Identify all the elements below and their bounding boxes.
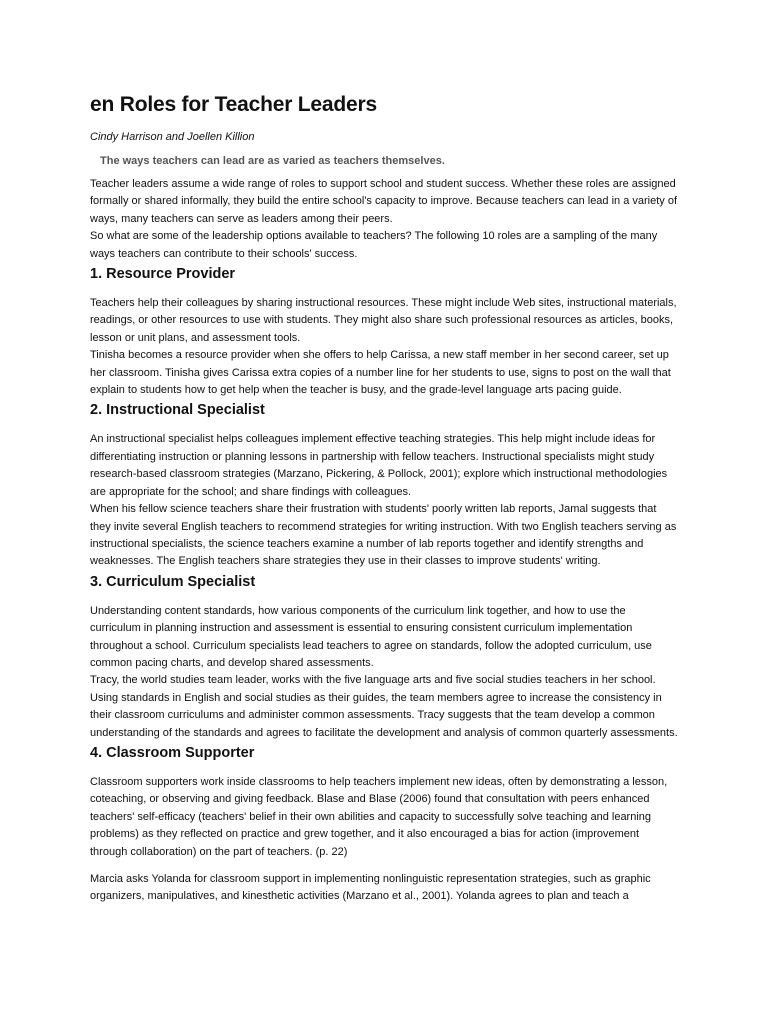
lede-text: The ways teachers can lead are as varied as teachers themselves.	[100, 155, 445, 167]
section-heading: 2. Instructional Specialist	[90, 402, 265, 419]
section-classroom-supporter	[90, 744, 678, 906]
page-title: en Roles for Teacher Leaders	[90, 93, 377, 116]
section-paragraph: Classroom supporters work inside classrooms to help teachers implement new ideas, often by demonstrating a lesson, coteaching, or observing and giving feedback. Blase and Blase (2006) found that consultation with peers enhanced teachers' self-efficacy (teachers' belief in their own abilities and capacity to successfully solve teaching and learning problems) as they reflected on practice and grew together, and it also encouraged a bias for action (improvement through collaboration) on the part of teachers. (p. 22)	[90, 775, 668, 858]
section-curriculum-specialist	[90, 573, 678, 742]
section-paragraph: Teachers help their colleagues by sharing instructional resources. These might include Web sites, instructional materials, readings, or other resources to use with students. They might also share such professional resources as articles, books, lesson or unit plans, and assessment tools.	[90, 297, 677, 344]
section-paragraph: Understanding content standards, how various components of the curriculum link together, and how to use the curriculum in planning instruction and assessment is essential to ensuring consistent curriculum implementation throughout a school. Curriculum specialists lead teachers to agree on standards, follow the adopted curriculum, use common pacing charts, and develop shared assessments.	[90, 604, 652, 669]
section-paragraph: An instructional specialist helps colleagues implement effective teaching strategies. This help might include ideas for differentiating instruction or planning lessons in partnership with fellow teachers. Instructional specialists might study research-based classroom strategies (Marzano, Pickering, & Pollock, 2001); explore which instructional methodologies are appropriate for the school; and share findings with colleagues.	[90, 433, 668, 498]
intro-paragraph: So what are some of the leadership options available to teachers? The following 10 roles are a sampling of the many ways teachers can contribute to their schools' success.	[90, 230, 658, 260]
section-paragraph: Marcia asks Yolanda for classroom support in implementing nonlinguistic representation strategies, such as graphic organizers, manipulatives, and kinesthetic activities (Marzano et al., 2001). Yolanda agrees to plan and teach a	[90, 873, 651, 903]
section-paragraph: When his fellow science teachers share their frustration with students' poorly written lab reports, Jamal suggests that they invite several English teachers to recommend strategies for writing instruction. With two English teachers serving as instructional specialists, the science teachers examine a number of lab reports together and identify strengths and weaknesses. The English teachers share strategies they use in their classes to improve students' writing.	[90, 503, 677, 568]
section-heading: 3. Curriculum Specialist	[90, 573, 256, 590]
section-resource-provider	[90, 265, 678, 399]
paragraph-spacer	[90, 861, 678, 871]
section-paragraph: Tracy, the world studies team leader, works with the five language arts and five social studies teachers in her school. Using standards in English and social studies as their guides, the team members agree to increase the consistency in their classroom curriculums and administer common assessments. Tracy suggests that the team develop a common understanding of the standards and agrees to facilitate the development and analysis of common quarterly assessments.	[90, 674, 678, 739]
section-paragraph: Tinisha becomes a resource provider when she offers to help Carissa, a new staff member in her second career, set up her classroom. Tinisha gives Carissa extra copies of a number line for her students to use, signs to post on the wall that explain to students how to get help when the teacher is busy, and the grade-level language arts pacing guide.	[90, 349, 671, 397]
section-heading: 1. Resource Provider	[90, 266, 236, 283]
intro-paragraph: Teacher leaders assume a wide range of roles to support school and student success. Whether these roles are assigned formally or shared informally, they build the entire school's capacity to improve. Because teachers can lead in a variety of ways, many teachers can serve as leaders among their peers.	[90, 178, 678, 225]
section-instructional-specialist	[90, 401, 678, 570]
section-heading: 4. Classroom Supporter	[90, 744, 255, 761]
authors-line: Cindy Harrison and Joellen Killion	[90, 131, 255, 143]
